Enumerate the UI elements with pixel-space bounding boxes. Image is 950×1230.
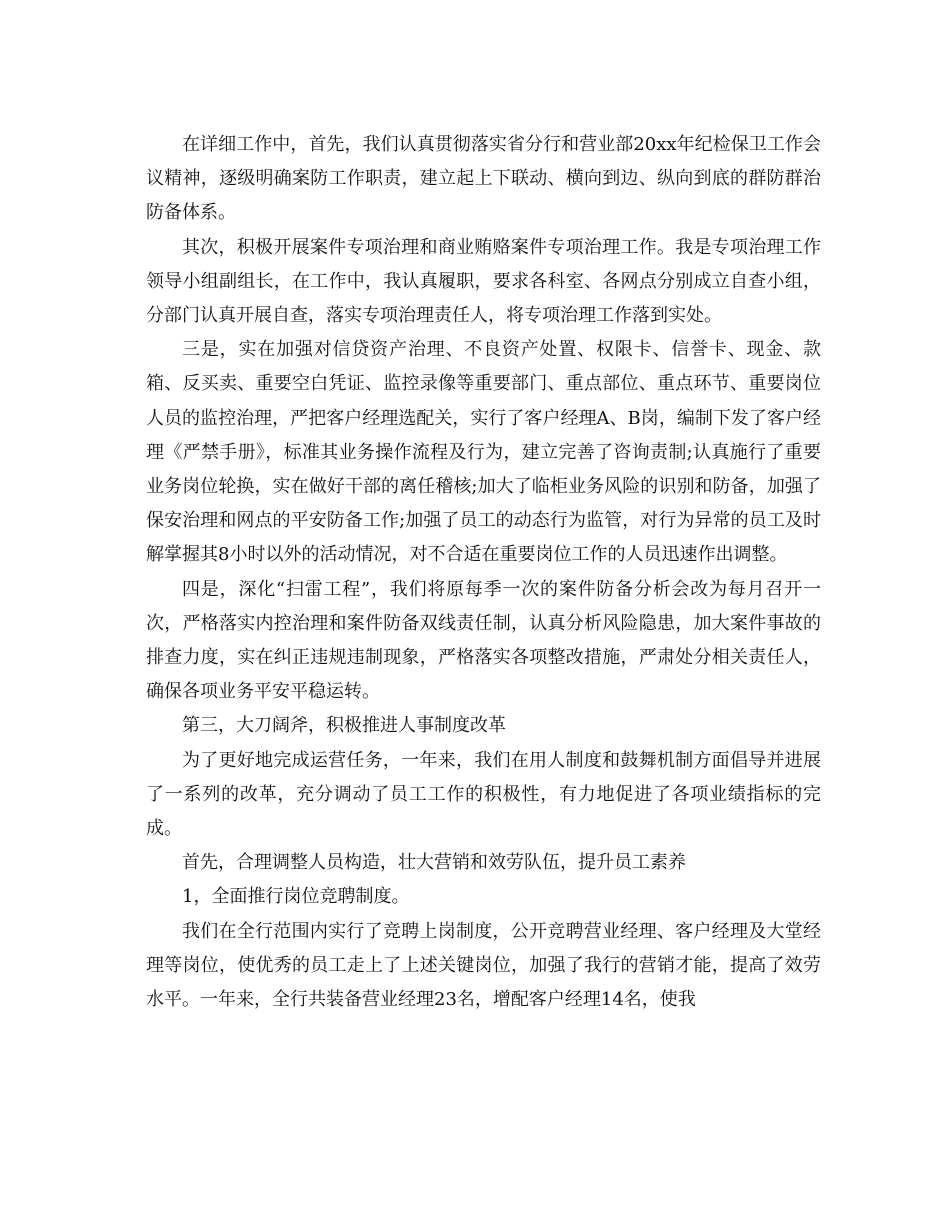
section-heading: 第三，大刀阔斧，积极推进人事制度改革 [182,715,506,737]
list-item-heading: 1，全面推行岗位竞聘制度。 [182,886,410,908]
paragraph: 为了更好地完成运营任务，一年来，我们在用人制度和鼓舞机制方面倡导并进展了一系列的改革，充分调动了员工工作的积极性，有力地促进了各项业绩指标的完成。 [146,749,821,840]
paragraph: 在详细工作中，首先，我们认真贯彻落实省分行和营业部20xx年纪检保卫工作会议精神，逐级明确案防工作职责，建立起上下联动、横向到边、纵向到底的群防群治防备体系。 [146,134,821,224]
paragraph: 四是，深化“扫雷工程”，我们将原每季一次的案件防备分析会改为每月召开一次，严格落实内控治理和案件防备双线责任制，认真分析风险隐患，加大案件事故的排查力度，实在纠正违规违制现象，严格落实各项整改措施，严肃处分相关责任人，确保各项业务平安平稳运转。 [146,578,821,703]
paragraph: 我们在全行范围内实行了竞聘上岗制度，公开竞聘营业经理、客户经理及大堂经理等岗位，使优秀的员工走上了上述关键岗位，加强了我行的营销才能，提高了效劳水平。一年来，全行共装备营业经理23名，增配客户经理14名，使我 [146,920,821,1011]
sub-heading: 首先，合理调整人员构造，壮大营销和效劳队伍，提升员工素养 [182,852,686,874]
paragraph: 其次，积极开展案件专项治理和商业贿赂案件专项治理工作。我是专项治理工作领导小组副组长，在工作中，我认真履职，要求各科室、各网点分别成立自查小组，分部门认真开展自查，落实专项治理责任人，将专项治理工作落到实处。 [146,236,821,327]
document-body [146,128,821,1017]
paragraph: 三是，实在加强对信贷资产治理、不良资产处置、权限卡、信誉卡、现金、款箱、反买卖、重要空白凭证、监控录像等重要部门、重点部位、重点环节、重要岗位人员的监控治理，严把客户经理选配关，实行了客户经理A、B岗，编制下发了客户经理《严禁手册》，标准其业务操作流程及行为，建立完善了咨询责制;认真施行了重要业务岗位轮换，实在做好干部的离任稽核;加大了临柜业务风险的识别和防备，加强了保安治理和网点的平安防备工作;加强了员工的动态行为监管，对行为异常的员工及时解掌握其8小时以外的活动情况，对不合适在重要岗位工作的人员迅速作出调整。 [146,339,821,566]
